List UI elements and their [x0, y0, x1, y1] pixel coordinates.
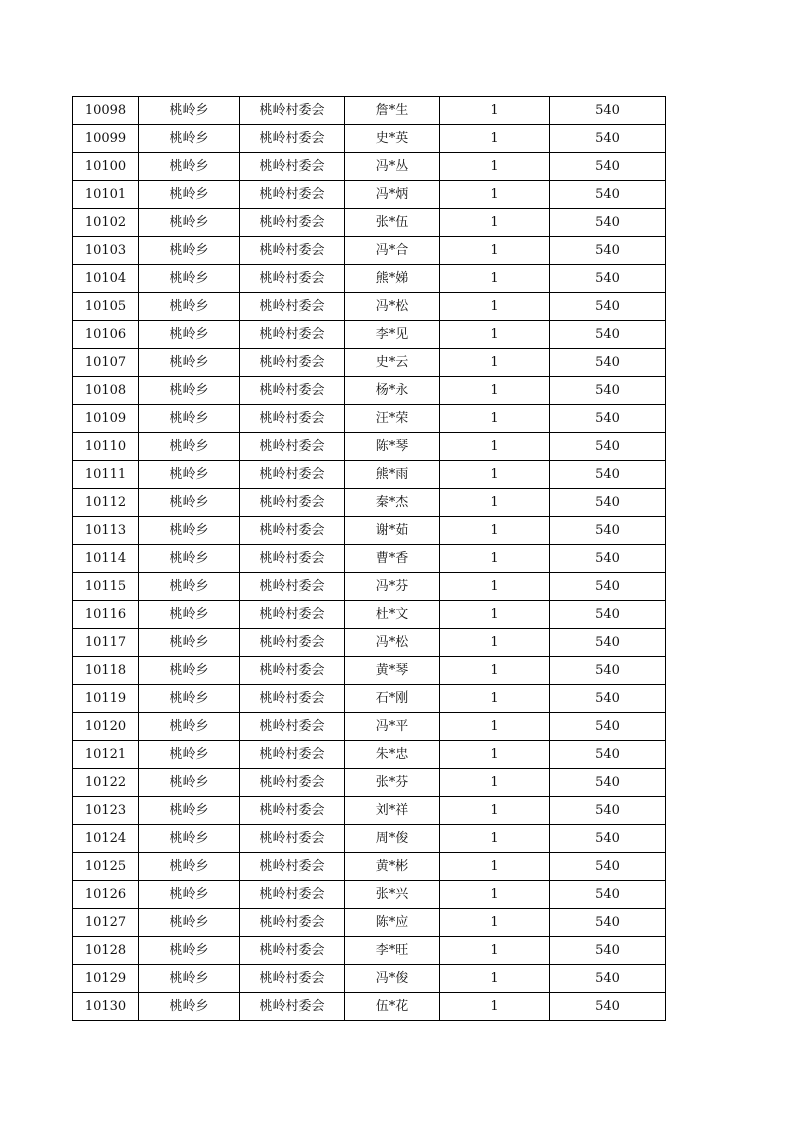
count-cell: 1 — [440, 97, 550, 125]
village-committee-cell: 桃岭村委会 — [240, 629, 345, 657]
person-name-cell: 冯*芬 — [345, 573, 440, 601]
record-id-cell: 10126 — [73, 881, 139, 909]
table-row — [73, 265, 666, 293]
amount-cell: 540 — [550, 685, 666, 713]
count-cell: 1 — [440, 993, 550, 1021]
record-id-cell: 10119 — [73, 685, 139, 713]
amount-cell: 540 — [550, 181, 666, 209]
amount-cell: 540 — [550, 209, 666, 237]
table-row — [73, 937, 666, 965]
record-id-cell: 10128 — [73, 937, 139, 965]
village-committee-cell: 桃岭村委会 — [240, 937, 345, 965]
township-cell: 桃岭乡 — [139, 321, 240, 349]
table-row — [73, 993, 666, 1021]
village-committee-cell: 桃岭村委会 — [240, 965, 345, 993]
record-id-cell: 10125 — [73, 853, 139, 881]
township-cell: 桃岭乡 — [139, 573, 240, 601]
township-cell: 桃岭乡 — [139, 517, 240, 545]
amount-cell: 540 — [550, 545, 666, 573]
table-row — [73, 657, 666, 685]
person-name-cell: 石*刚 — [345, 685, 440, 713]
township-cell: 桃岭乡 — [139, 713, 240, 741]
record-id-cell: 10104 — [73, 265, 139, 293]
village-committee-cell: 桃岭村委会 — [240, 209, 345, 237]
village-committee-cell: 桃岭村委会 — [240, 97, 345, 125]
township-cell: 桃岭乡 — [139, 461, 240, 489]
person-name-cell: 张*伍 — [345, 209, 440, 237]
record-id-cell: 10103 — [73, 237, 139, 265]
person-name-cell: 汪*荣 — [345, 405, 440, 433]
table-row — [73, 349, 666, 377]
count-cell: 1 — [440, 573, 550, 601]
person-name-cell: 冯*平 — [345, 713, 440, 741]
village-committee-cell: 桃岭村委会 — [240, 321, 345, 349]
table-row — [73, 125, 666, 153]
township-cell: 桃岭乡 — [139, 265, 240, 293]
person-name-cell: 伍*花 — [345, 993, 440, 1021]
amount-cell: 540 — [550, 405, 666, 433]
record-id-cell: 10112 — [73, 489, 139, 517]
township-cell: 桃岭乡 — [139, 993, 240, 1021]
table-row — [73, 965, 666, 993]
record-id-cell: 10116 — [73, 601, 139, 629]
record-id-cell: 10099 — [73, 125, 139, 153]
record-id-cell: 10124 — [73, 825, 139, 853]
village-committee-cell: 桃岭村委会 — [240, 153, 345, 181]
village-committee-cell: 桃岭村委会 — [240, 545, 345, 573]
table-row — [73, 601, 666, 629]
table-row — [73, 405, 666, 433]
amount-cell: 540 — [550, 965, 666, 993]
record-id-cell: 10100 — [73, 153, 139, 181]
amount-cell: 540 — [550, 741, 666, 769]
amount-cell: 540 — [550, 769, 666, 797]
amount-cell: 540 — [550, 433, 666, 461]
amount-cell: 540 — [550, 909, 666, 937]
count-cell: 1 — [440, 853, 550, 881]
record-id-cell: 10127 — [73, 909, 139, 937]
amount-cell: 540 — [550, 265, 666, 293]
count-cell: 1 — [440, 265, 550, 293]
amount-cell: 540 — [550, 937, 666, 965]
person-name-cell: 陈*应 — [345, 909, 440, 937]
village-committee-cell: 桃岭村委会 — [240, 349, 345, 377]
village-committee-cell: 桃岭村委会 — [240, 825, 345, 853]
count-cell: 1 — [440, 321, 550, 349]
amount-cell: 540 — [550, 125, 666, 153]
amount-cell: 540 — [550, 993, 666, 1021]
village-committee-cell: 桃岭村委会 — [240, 573, 345, 601]
roster-table — [72, 96, 666, 1021]
township-cell: 桃岭乡 — [139, 349, 240, 377]
amount-cell: 540 — [550, 97, 666, 125]
village-committee-cell: 桃岭村委会 — [240, 657, 345, 685]
township-cell: 桃岭乡 — [139, 629, 240, 657]
record-id-cell: 10102 — [73, 209, 139, 237]
count-cell: 1 — [440, 909, 550, 937]
count-cell: 1 — [440, 517, 550, 545]
record-id-cell: 10109 — [73, 405, 139, 433]
village-committee-cell: 桃岭村委会 — [240, 881, 345, 909]
record-id-cell: 10118 — [73, 657, 139, 685]
count-cell: 1 — [440, 209, 550, 237]
person-name-cell: 周*俊 — [345, 825, 440, 853]
count-cell: 1 — [440, 629, 550, 657]
record-id-cell: 10114 — [73, 545, 139, 573]
person-name-cell: 黄*琴 — [345, 657, 440, 685]
amount-cell: 540 — [550, 881, 666, 909]
township-cell: 桃岭乡 — [139, 965, 240, 993]
record-id-cell: 10122 — [73, 769, 139, 797]
table-row — [73, 489, 666, 517]
village-committee-cell: 桃岭村委会 — [240, 993, 345, 1021]
township-cell: 桃岭乡 — [139, 181, 240, 209]
person-name-cell: 冯*松 — [345, 629, 440, 657]
township-cell: 桃岭乡 — [139, 209, 240, 237]
amount-cell: 540 — [550, 461, 666, 489]
count-cell: 1 — [440, 433, 550, 461]
count-cell: 1 — [440, 125, 550, 153]
table-row — [73, 797, 666, 825]
count-cell: 1 — [440, 797, 550, 825]
record-id-cell: 10120 — [73, 713, 139, 741]
table-row — [73, 461, 666, 489]
person-name-cell: 陈*琴 — [345, 433, 440, 461]
township-cell: 桃岭乡 — [139, 657, 240, 685]
record-id-cell: 10123 — [73, 797, 139, 825]
village-committee-cell: 桃岭村委会 — [240, 433, 345, 461]
amount-cell: 540 — [550, 349, 666, 377]
amount-cell: 540 — [550, 293, 666, 321]
village-committee-cell: 桃岭村委会 — [240, 909, 345, 937]
person-name-cell: 刘*祥 — [345, 797, 440, 825]
amount-cell: 540 — [550, 489, 666, 517]
table-row — [73, 853, 666, 881]
count-cell: 1 — [440, 405, 550, 433]
amount-cell: 540 — [550, 601, 666, 629]
person-name-cell: 朱*忠 — [345, 741, 440, 769]
township-cell: 桃岭乡 — [139, 237, 240, 265]
amount-cell: 540 — [550, 321, 666, 349]
person-name-cell: 曹*香 — [345, 545, 440, 573]
count-cell: 1 — [440, 965, 550, 993]
township-cell: 桃岭乡 — [139, 825, 240, 853]
count-cell: 1 — [440, 713, 550, 741]
count-cell: 1 — [440, 293, 550, 321]
table-row — [73, 881, 666, 909]
count-cell: 1 — [440, 741, 550, 769]
table-row — [73, 741, 666, 769]
table-row — [73, 433, 666, 461]
village-committee-cell: 桃岭村委会 — [240, 797, 345, 825]
person-name-cell: 张*兴 — [345, 881, 440, 909]
person-name-cell: 黄*彬 — [345, 853, 440, 881]
count-cell: 1 — [440, 545, 550, 573]
township-cell: 桃岭乡 — [139, 881, 240, 909]
count-cell: 1 — [440, 937, 550, 965]
person-name-cell: 谢*茹 — [345, 517, 440, 545]
count-cell: 1 — [440, 461, 550, 489]
amount-cell: 540 — [550, 573, 666, 601]
table-row — [73, 545, 666, 573]
amount-cell: 540 — [550, 237, 666, 265]
record-id-cell: 10106 — [73, 321, 139, 349]
amount-cell: 540 — [550, 713, 666, 741]
village-committee-cell: 桃岭村委会 — [240, 461, 345, 489]
table-row — [73, 377, 666, 405]
record-id-cell: 10110 — [73, 433, 139, 461]
township-cell: 桃岭乡 — [139, 937, 240, 965]
count-cell: 1 — [440, 349, 550, 377]
village-committee-cell: 桃岭村委会 — [240, 405, 345, 433]
count-cell: 1 — [440, 881, 550, 909]
record-id-cell: 10108 — [73, 377, 139, 405]
township-cell: 桃岭乡 — [139, 797, 240, 825]
table-row — [73, 293, 666, 321]
village-committee-cell: 桃岭村委会 — [240, 377, 345, 405]
amount-cell: 540 — [550, 517, 666, 545]
count-cell: 1 — [440, 489, 550, 517]
township-cell: 桃岭乡 — [139, 377, 240, 405]
table-row — [73, 629, 666, 657]
record-id-cell: 10107 — [73, 349, 139, 377]
person-name-cell: 冯*炳 — [345, 181, 440, 209]
record-id-cell: 10113 — [73, 517, 139, 545]
table-row — [73, 321, 666, 349]
township-cell: 桃岭乡 — [139, 741, 240, 769]
table-row — [73, 209, 666, 237]
count-cell: 1 — [440, 657, 550, 685]
township-cell: 桃岭乡 — [139, 489, 240, 517]
person-name-cell: 冯*俊 — [345, 965, 440, 993]
roster-table-body — [73, 97, 666, 1021]
table-row — [73, 685, 666, 713]
table-row — [73, 97, 666, 125]
person-name-cell: 熊*雨 — [345, 461, 440, 489]
township-cell: 桃岭乡 — [139, 405, 240, 433]
record-id-cell: 10105 — [73, 293, 139, 321]
township-cell: 桃岭乡 — [139, 769, 240, 797]
amount-cell: 540 — [550, 629, 666, 657]
record-id-cell: 10101 — [73, 181, 139, 209]
village-committee-cell: 桃岭村委会 — [240, 517, 345, 545]
person-name-cell: 熊*娣 — [345, 265, 440, 293]
table-row — [73, 237, 666, 265]
count-cell: 1 — [440, 601, 550, 629]
person-name-cell: 史*云 — [345, 349, 440, 377]
person-name-cell: 詹*生 — [345, 97, 440, 125]
village-committee-cell: 桃岭村委会 — [240, 125, 345, 153]
village-committee-cell: 桃岭村委会 — [240, 741, 345, 769]
township-cell: 桃岭乡 — [139, 909, 240, 937]
amount-cell: 540 — [550, 657, 666, 685]
person-name-cell: 史*英 — [345, 125, 440, 153]
count-cell: 1 — [440, 685, 550, 713]
count-cell: 1 — [440, 825, 550, 853]
township-cell: 桃岭乡 — [139, 601, 240, 629]
record-id-cell: 10121 — [73, 741, 139, 769]
table-row — [73, 825, 666, 853]
village-committee-cell: 桃岭村委会 — [240, 265, 345, 293]
township-cell: 桃岭乡 — [139, 853, 240, 881]
village-committee-cell: 桃岭村委会 — [240, 181, 345, 209]
table-row — [73, 181, 666, 209]
township-cell: 桃岭乡 — [139, 293, 240, 321]
record-id-cell: 10098 — [73, 97, 139, 125]
amount-cell: 540 — [550, 377, 666, 405]
count-cell: 1 — [440, 377, 550, 405]
township-cell: 桃岭乡 — [139, 153, 240, 181]
person-name-cell: 冯*合 — [345, 237, 440, 265]
village-committee-cell: 桃岭村委会 — [240, 853, 345, 881]
record-id-cell: 10115 — [73, 573, 139, 601]
record-id-cell: 10111 — [73, 461, 139, 489]
township-cell: 桃岭乡 — [139, 433, 240, 461]
table-row — [73, 153, 666, 181]
table-row — [73, 713, 666, 741]
village-committee-cell: 桃岭村委会 — [240, 601, 345, 629]
village-committee-cell: 桃岭村委会 — [240, 685, 345, 713]
village-committee-cell: 桃岭村委会 — [240, 713, 345, 741]
person-name-cell: 杜*文 — [345, 601, 440, 629]
village-committee-cell: 桃岭村委会 — [240, 237, 345, 265]
record-id-cell: 10130 — [73, 993, 139, 1021]
table-row — [73, 769, 666, 797]
township-cell: 桃岭乡 — [139, 685, 240, 713]
amount-cell: 540 — [550, 825, 666, 853]
township-cell: 桃岭乡 — [139, 97, 240, 125]
table-row — [73, 517, 666, 545]
person-name-cell: 李*见 — [345, 321, 440, 349]
person-name-cell: 李*旺 — [345, 937, 440, 965]
township-cell: 桃岭乡 — [139, 545, 240, 573]
person-name-cell: 冯*松 — [345, 293, 440, 321]
count-cell: 1 — [440, 153, 550, 181]
person-name-cell: 张*芬 — [345, 769, 440, 797]
township-cell: 桃岭乡 — [139, 125, 240, 153]
amount-cell: 540 — [550, 853, 666, 881]
count-cell: 1 — [440, 769, 550, 797]
village-committee-cell: 桃岭村委会 — [240, 489, 345, 517]
record-id-cell: 10117 — [73, 629, 139, 657]
table-row — [73, 573, 666, 601]
person-name-cell: 冯*丛 — [345, 153, 440, 181]
person-name-cell: 秦*杰 — [345, 489, 440, 517]
record-id-cell: 10129 — [73, 965, 139, 993]
village-committee-cell: 桃岭村委会 — [240, 293, 345, 321]
count-cell: 1 — [440, 237, 550, 265]
amount-cell: 540 — [550, 153, 666, 181]
person-name-cell: 杨*永 — [345, 377, 440, 405]
count-cell: 1 — [440, 181, 550, 209]
village-committee-cell: 桃岭村委会 — [240, 769, 345, 797]
table-row — [73, 909, 666, 937]
amount-cell: 540 — [550, 797, 666, 825]
